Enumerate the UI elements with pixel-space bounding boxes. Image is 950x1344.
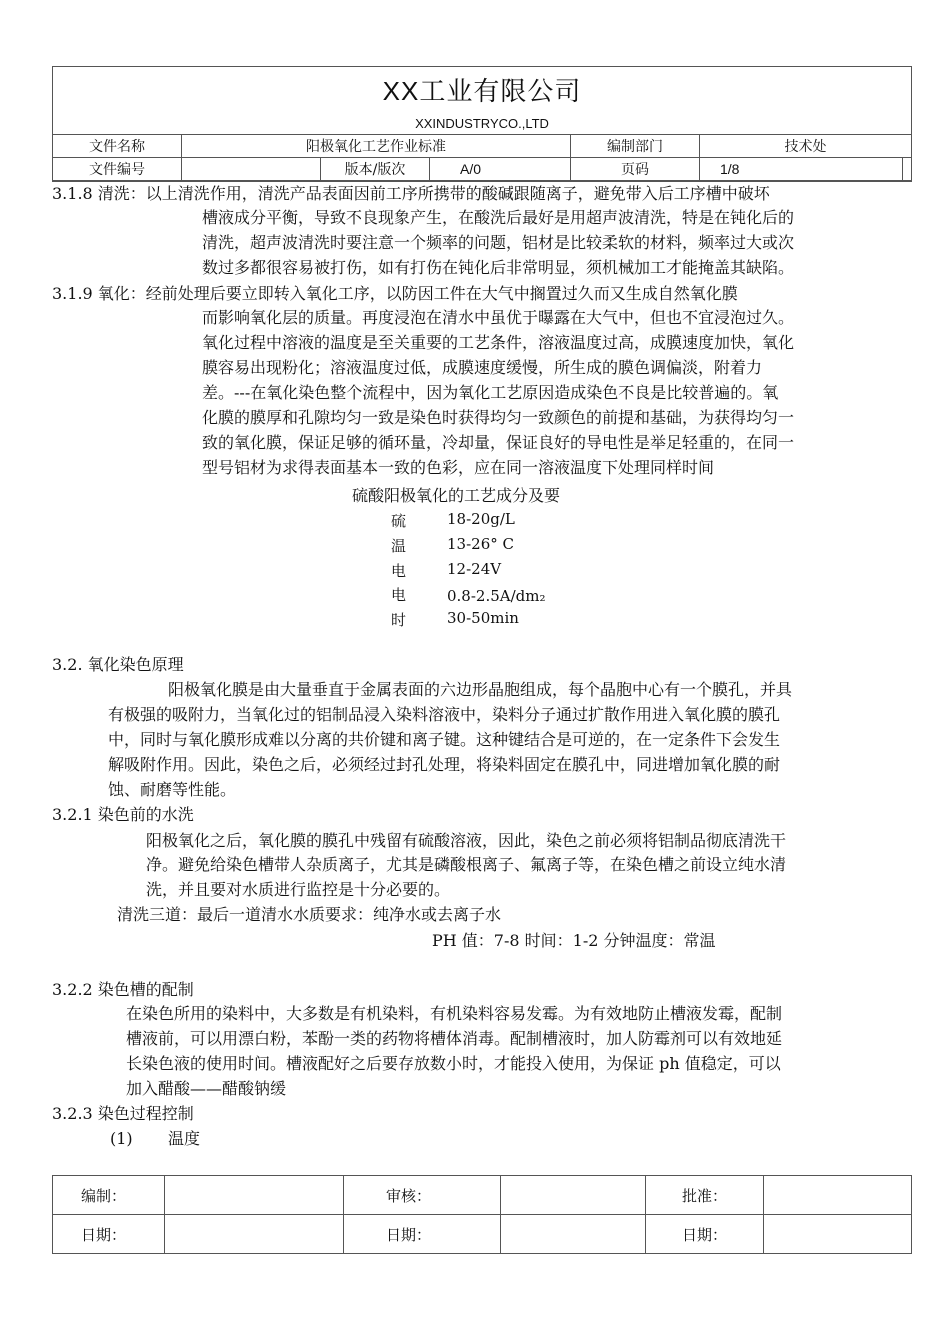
spec-value-3: 12-24V (447, 560, 502, 578)
s32-line-5: 蚀、耐磨等性能。 (108, 780, 237, 799)
reviewed-label: 审核： (344, 1176, 501, 1215)
rinse-note: 清洗三道：最后一道清水水质要求：纯净水或去离子水 (117, 905, 502, 924)
ph-note: PH 值：7-8 时间：1-2 分钟温度：常温 (432, 931, 716, 950)
s322-line-1: 在染色所用的染料中，大多数是有机染料，有机染料容易发霉。为有效地防止槽液发霉，配制 (126, 1004, 783, 1023)
version-label: 版本/版次 (321, 158, 430, 181)
version: A/0 (430, 158, 571, 181)
date-field-1 (165, 1215, 344, 1254)
s319-line-6: 化膜的膜厚和孔隙均匀一致是染色时获得均匀一致颜色的前提和基础，为获得均匀一 (202, 408, 795, 427)
date-field-2 (501, 1215, 646, 1254)
s32-line-3: 中，同时与氧化膜形成难以分离的共价键和离子键。这种键结合是可逆的，在一定条件下会发生 (108, 730, 781, 749)
reviewed-field (501, 1176, 646, 1215)
s319-line-3: 氧化过程中溶液的温度是至关重要的工艺条件，溶液温度过高，成膜速度加快，氧化 (202, 333, 795, 352)
s32-line-4: 解吸附作用。因此，染色之后，必须经过封孔处理，将染料固定在膜孔中，同进增加氧化膜的耐 (108, 755, 781, 774)
s322-line-3: 长染色液的使用时间。槽液配好之后要存放数小时，才能投入使用，为保证 ph 值稳定，可以 (126, 1054, 781, 1073)
approved-field (764, 1176, 912, 1215)
date-label-3: 日期： (646, 1215, 764, 1254)
s321-line-3: 洗，并且要对水质进行监控是十分必要的。 (146, 880, 451, 899)
s318-line-1: 3.1.8 清洗：以上清洗作用，清洗产品表面因前工序所携带的酸碱跟随离子，避免带入后工序槽中破坏 (52, 184, 770, 203)
s319-line-7: 致的氧化膜，保证足够的循环量，冷却量，保证良好的导电性是举足轻重的，在同一 (202, 433, 795, 452)
company-name: XX工业有限公司 (382, 76, 582, 106)
s322-line-4: 加入醋酸——醋酸钠缓 (126, 1079, 287, 1098)
date-label-2: 日期： (344, 1215, 501, 1254)
doc-name: 阳极氧化工艺作业标准 (182, 135, 571, 158)
spec-key-2: 温 (391, 537, 407, 555)
s321-line-1: 阳极氧化之后，氧化膜的膜孔中残留有硫酸溶液，因此，染色之前必须将铝制品彻底清洗干 (146, 831, 787, 850)
s318-line-4: 数过多都很容易被打伤，如有打伤在钝化后非常明显，须机械加工才能掩盖其缺陷。 (202, 258, 795, 277)
prepared-label: 编制： (53, 1176, 165, 1215)
spec-value-5: 30-50min (447, 609, 519, 627)
spec-value-4: 0.8-2.5A/dm₂ (447, 587, 546, 605)
spec-key-3: 电 (391, 562, 407, 580)
s321-line-2: 净。避免给染色槽带人杂质离子，尤其是磷酸根离子、氟离子等，在染色槽之前设立纯水清 (146, 855, 787, 874)
s32-line-1: 阳极氧化膜是由大量垂直于金属表面的六边形晶胞组成，每个晶胞中心有一个膜孔，并具 (168, 680, 793, 699)
spec-title: 硫酸阳极氧化的工艺成分及要 (352, 486, 561, 505)
dept: 技术处 (700, 135, 912, 158)
s319-line-2: 而影响氧化层的质量。再度浸泡在清水中虽优于曝露在大气中，但也不宜浸泡过久。 (202, 308, 795, 327)
s319-line-1: 3.1.9 氧化：经前处理后要立即转入氧化工序，以防因工件在大气中搁置过久而又生成自然氧化膜 (52, 284, 738, 303)
s32-title: 3.2. 氧化染色原理 (52, 655, 184, 674)
s319-line-8: 型号铝材为求得表面基本一致的色彩，应在同一溶液温度下处理同样时间 (202, 458, 715, 477)
prepared-field (165, 1176, 344, 1215)
spec-key-1: 硫 (391, 512, 407, 530)
date-label-1: 日期： (53, 1215, 165, 1254)
document-header (52, 66, 912, 182)
spec-value-2: 13-26° C (447, 535, 514, 553)
approved-label: 批准： (646, 1176, 764, 1215)
page-number: 1/8 (700, 158, 903, 181)
doc-no (182, 158, 321, 181)
doc-no-label: 文件编号 (53, 158, 182, 181)
s32-line-2: 有极强的吸附力，当氧化过的铝制品浸入染料溶液中，染料分子通过扩散作用进入氧化膜的膜孔 (108, 705, 781, 724)
company-name-en: XXINDUSTRYCO.,LTD (415, 116, 549, 131)
document-meta-table (52, 134, 912, 181)
s318-line-3: 清洗，超声波清洗时要注意一个频率的问题，铝材是比较柔软的材料，频率过大或次 (202, 233, 795, 252)
date-field-3 (764, 1215, 912, 1254)
s322-line-2: 槽液前，可以用漂白粉，苯酚一类的药物将槽体消毒。配制槽液时，加人防霉剂可以有效地延 (126, 1029, 783, 1048)
s323-title: 3.2.3 染色过程控制 (52, 1104, 194, 1123)
signature-table (52, 1175, 912, 1254)
s321-title: 3.2.1 染色前的水洗 (52, 805, 194, 824)
s318-line-2: 槽液成分平衡，导致不良现象产生，在酸洗后最好是用超声波清洗，特是在钝化后的 (202, 208, 795, 227)
spec-value-1: 18-20g/L (447, 510, 515, 528)
doc-name-label: 文件名称 (53, 135, 182, 158)
spec-key-5: 时 (391, 611, 407, 629)
item-1-label: 温度 (168, 1129, 201, 1148)
item-1-number: (1) (110, 1129, 133, 1148)
s319-line-4: 膜容易出现粉化；溶液温度过低，成膜速度缓慢，所生成的膜色调偏淡，附着力 (202, 358, 763, 377)
s322-title: 3.2.2 染色槽的配制 (52, 980, 194, 999)
s319-line-5: 差。---在氧化染色整个流程中，因为氧化工艺原因造成染色不良是比较普遍的。氧 (202, 383, 779, 402)
page-label: 页码 (571, 158, 700, 181)
dept-label: 编制部门 (571, 135, 700, 158)
spec-key-4: 电 (391, 586, 407, 604)
